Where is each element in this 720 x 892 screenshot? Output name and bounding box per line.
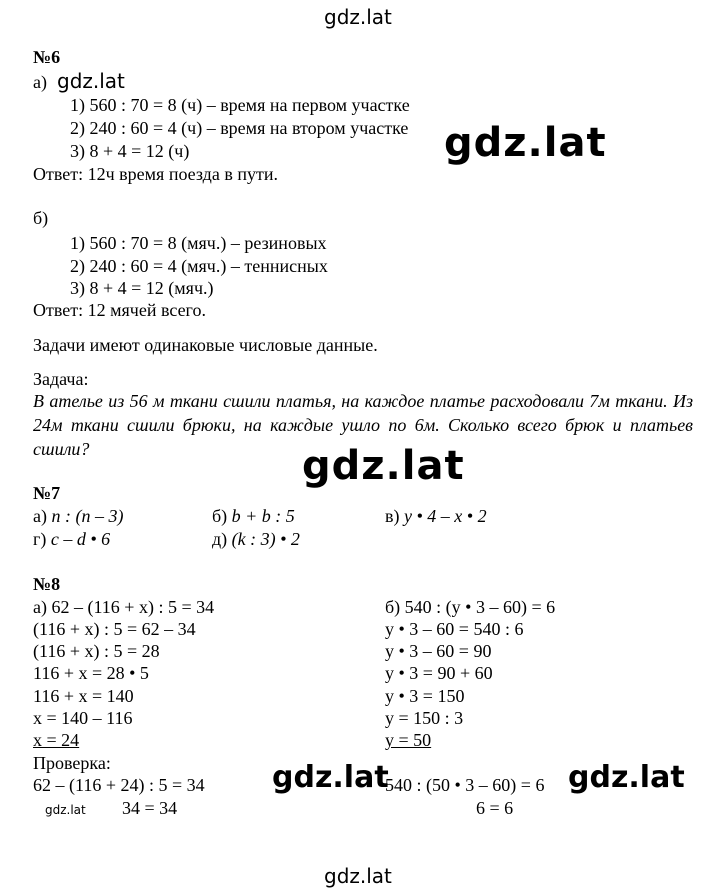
task7-item-a-label: а) — [33, 506, 47, 526]
task7-item-a-expr: n : (n – 3) — [51, 506, 124, 526]
task8-right-line-3: y • 3 – 60 = 90 — [385, 641, 492, 661]
watermark-tiny: gdz.lat — [45, 803, 86, 817]
task8-right-line-6: y = 150 : 3 — [385, 708, 464, 728]
watermark-big-1: gdz.lat — [444, 120, 607, 166]
task8-right-line-4: y • 3 = 90 + 60 — [385, 663, 493, 683]
task6-b-line-3: 3) 8 + 4 = 12 (мяч.) — [70, 278, 214, 298]
task7-item-c-label: в) — [385, 506, 400, 526]
task8-left-line-6: x = 140 – 116 — [33, 708, 133, 728]
task8-right-line-5: y • 3 = 150 — [385, 686, 465, 706]
task7-item-d-expr: c – d • 6 — [50, 529, 111, 549]
task8-right-check-1: 540 : (50 • 3 – 60) = 6 — [385, 775, 545, 795]
task8-left-check-2: 34 = 34 — [122, 798, 178, 818]
task7-item-b-label: б) — [212, 506, 228, 526]
task7-item-e-expr: (k : 3) • 2 — [231, 529, 300, 549]
watermark-mid-4: gdz.lat — [568, 760, 685, 795]
task7-item-b — [212, 505, 295, 527]
task6-note: Задачи имеют одинаковые числовые данные. — [33, 335, 378, 355]
task8-left-check-1: 62 – (116 + 24) : 5 = 34 — [33, 775, 205, 795]
task6-b-line-2: 2) 240 : 60 = 4 (мяч.) – теннисных — [70, 256, 328, 276]
task6-a-line-3: 3) 8 + 4 = 12 (ч) — [70, 141, 190, 161]
task6-part-b-label: б) — [33, 208, 49, 228]
task8-left-line-5: 116 + x = 140 — [33, 686, 134, 706]
task7-item-e — [212, 528, 300, 550]
task8-right-result: y = 50 — [385, 730, 432, 750]
task8-left-line-1: а) 62 – (116 + x) : 5 = 34 — [33, 597, 215, 617]
task6-b-answer: Ответ: 12 мячей всего. — [33, 300, 206, 320]
task6-a-line-1: 1) 560 : 70 = 8 (ч) – время на первом участке — [70, 95, 410, 115]
task6-a-line-2: 2) 240 : 60 = 4 (ч) – время на втором участке — [70, 118, 409, 138]
task6-problem-label: Задача: — [33, 369, 89, 389]
task6-part-a-label: а) — [33, 72, 47, 92]
task8-left-result: x = 24 — [33, 730, 80, 750]
watermark-inline: gdz.lat — [57, 69, 125, 93]
task7-item-a — [33, 505, 123, 527]
task6-problem-text: В ателье из 56 м ткани сшили платья, на каждое платье расходовали 7м ткани. Из 24м ткани сшили брюки, на каждые ушло по 6м. Сколько всего брюк и платьев сшили? — [33, 391, 693, 459]
task8-check-label: Проверка: — [33, 753, 111, 773]
task7-item-d — [33, 528, 110, 550]
watermark-big-2: gdz.lat — [302, 443, 465, 489]
task7-heading: №7 — [33, 483, 61, 503]
watermark-bottom: gdz.lat — [324, 864, 392, 888]
task8-left-line-2: (116 + x) : 5 = 62 – 34 — [33, 619, 196, 639]
task6-b-line-1: 1) 560 : 70 = 8 (мяч.) – резиновых — [70, 233, 327, 253]
task6-heading: №6 — [33, 47, 61, 67]
task7-item-b-expr: b + b : 5 — [231, 506, 295, 526]
task8-right-line-2: y • 3 – 60 = 540 : 6 — [385, 619, 524, 639]
watermark-top: gdz.lat — [324, 5, 392, 29]
task6-a-answer: Ответ: 12ч время поезда в пути. — [33, 164, 278, 184]
task7-item-e-label: д) — [212, 529, 228, 549]
task8-heading: №8 — [33, 574, 61, 594]
task8-left-line-3: (116 + x) : 5 = 28 — [33, 641, 160, 661]
task8-right-line-1: б) 540 : (y • 3 – 60) = 6 — [385, 597, 556, 617]
task8-right-check-2: 6 = 6 — [476, 798, 514, 818]
task7-item-d-label: г) — [33, 529, 47, 549]
task8-left-line-4: 116 + x = 28 • 5 — [33, 663, 149, 683]
task7-item-c — [385, 505, 487, 527]
watermark-mid-3: gdz.lat — [272, 760, 389, 795]
task7-item-c-expr: y • 4 – x • 2 — [404, 506, 487, 526]
